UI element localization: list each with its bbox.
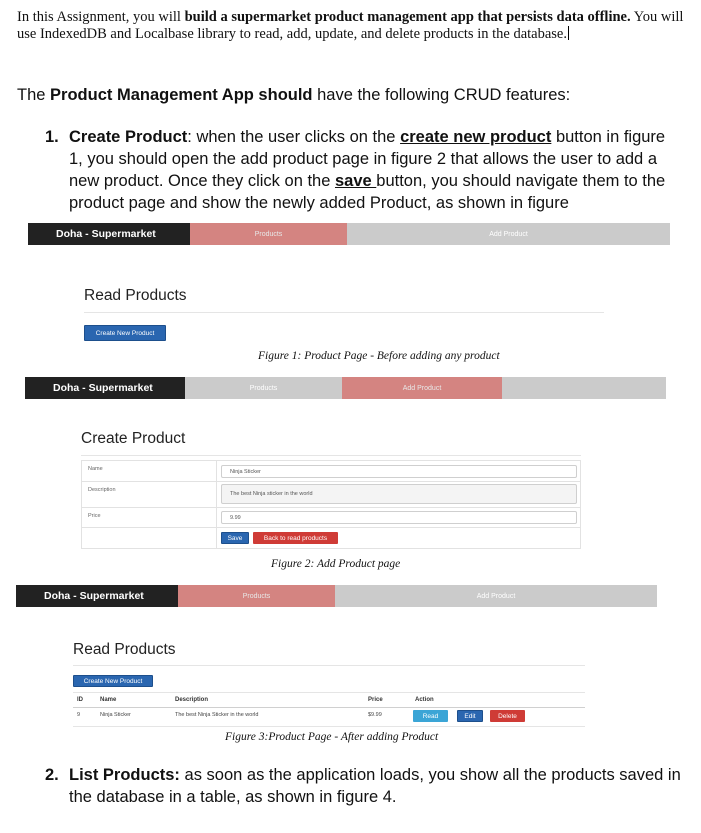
price-input[interactable]: 9.99 xyxy=(221,511,577,524)
fig2-divider xyxy=(81,455,581,456)
nav-filler xyxy=(502,377,666,399)
read-button[interactable]: Read xyxy=(413,710,448,722)
list-number: 2. xyxy=(45,766,59,784)
item-text: : when the user clicks on the xyxy=(187,128,401,146)
list-item-list-products xyxy=(45,764,685,814)
form-col-line xyxy=(580,460,581,548)
fig3-divider xyxy=(73,665,585,666)
list-item-text xyxy=(69,764,681,808)
column-header-description: Description xyxy=(175,697,209,703)
intro-text-rest: You will use IndexedDB and Localbase library to read, add, update, and delete products in the database. xyxy=(17,9,684,42)
intro-bold-text: build a supermarket product management app that persists data offline. xyxy=(184,9,631,25)
column-header-id: ID xyxy=(77,697,83,703)
form-row-line xyxy=(81,527,581,528)
heading-bold: Product Management App should xyxy=(50,86,313,104)
intro-paragraph xyxy=(17,9,687,43)
fig2-page-title: Create Product xyxy=(81,430,186,447)
intro-text: In this Assignment, you will xyxy=(17,9,185,25)
brand-logo[interactable]: Doha - Supermarket xyxy=(28,223,190,245)
item-text: as soon as the application loads, you show all the products saved in the database in a table, as shown in figure 4. xyxy=(69,766,681,806)
create-new-product-link: create new product xyxy=(400,128,552,146)
tab-add-product[interactable]: Add Product xyxy=(335,585,657,607)
tab-add-product[interactable]: Add Product xyxy=(347,223,670,245)
fig3-caption: Figure 3:Product Page - After adding Product xyxy=(225,731,439,743)
table-header-line xyxy=(73,707,585,708)
column-header-name: Name xyxy=(100,697,117,703)
tab-products[interactable]: Products xyxy=(190,223,347,245)
text-cursor xyxy=(568,26,569,40)
table-top-line xyxy=(73,692,585,693)
list-number: 1. xyxy=(45,128,59,146)
fig1-navbar xyxy=(28,223,670,245)
cell-id: 9 xyxy=(77,712,81,718)
fig3-create-new-product-button[interactable]: Create New Product xyxy=(73,675,153,687)
item-text: button, you should navigate them to the product page and show the newly added Product, as shown in figure xyxy=(69,172,666,212)
fig2-caption: Figure 2: Add Product page xyxy=(271,558,401,570)
heading-text-rest: have the following CRUD features: xyxy=(312,86,571,104)
price-label: Price xyxy=(88,513,101,519)
form-col-line xyxy=(81,460,82,548)
fig3-navbar xyxy=(16,585,657,607)
form-col-line xyxy=(216,460,217,548)
item-title: Create Product xyxy=(69,128,188,146)
fig1-caption: Figure 1: Product Page - Before adding any product xyxy=(258,350,500,362)
item-text: button in figure 1, you should open the add product page in figure 2 that allows the user to add a new product. Once they click on the xyxy=(69,128,666,190)
column-header-price: Price xyxy=(368,697,383,703)
back-to-read-products-button[interactable]: Back to read products xyxy=(253,532,338,544)
fig2-navbar xyxy=(25,377,666,399)
description-label: Description xyxy=(88,487,116,493)
fig1-page-title: Read Products xyxy=(84,287,187,304)
cell-price: $9.99 xyxy=(368,712,382,718)
list-item-create-product xyxy=(45,126,685,216)
item-title: List Products: xyxy=(69,766,180,784)
tab-products[interactable]: Products xyxy=(185,377,342,399)
list-item-text xyxy=(69,126,681,214)
brand-logo[interactable]: Doha - Supermarket xyxy=(16,585,178,607)
save-button[interactable]: Save xyxy=(221,532,249,544)
name-label: Name xyxy=(88,466,103,472)
features-heading xyxy=(17,86,570,105)
description-textarea[interactable]: The best Ninja sticker in the world xyxy=(221,484,577,504)
edit-button[interactable]: Edit xyxy=(457,710,483,722)
name-input[interactable]: Ninja Sticker xyxy=(221,465,577,478)
cell-description: The best Ninja Sticker in the world xyxy=(175,712,259,718)
brand-logo[interactable]: Doha - Supermarket xyxy=(25,377,185,399)
form-row-line xyxy=(81,460,581,461)
form-row-line xyxy=(81,548,581,549)
table-bottom-line xyxy=(73,726,585,727)
tab-add-product[interactable]: Add Product xyxy=(342,377,502,399)
form-row-line xyxy=(81,507,581,508)
save-link: save xyxy=(334,172,377,190)
fig3-page-title: Read Products xyxy=(73,641,176,658)
cell-name: Ninja Sticker xyxy=(100,712,131,718)
fig1-create-new-product-button[interactable]: Create New Product xyxy=(84,325,166,341)
form-row-line xyxy=(81,481,581,482)
delete-button[interactable]: Delete xyxy=(490,710,525,722)
column-header-action: Action xyxy=(415,697,434,703)
tab-products[interactable]: Products xyxy=(178,585,335,607)
heading-text: The xyxy=(17,86,51,104)
fig1-divider xyxy=(84,312,604,313)
